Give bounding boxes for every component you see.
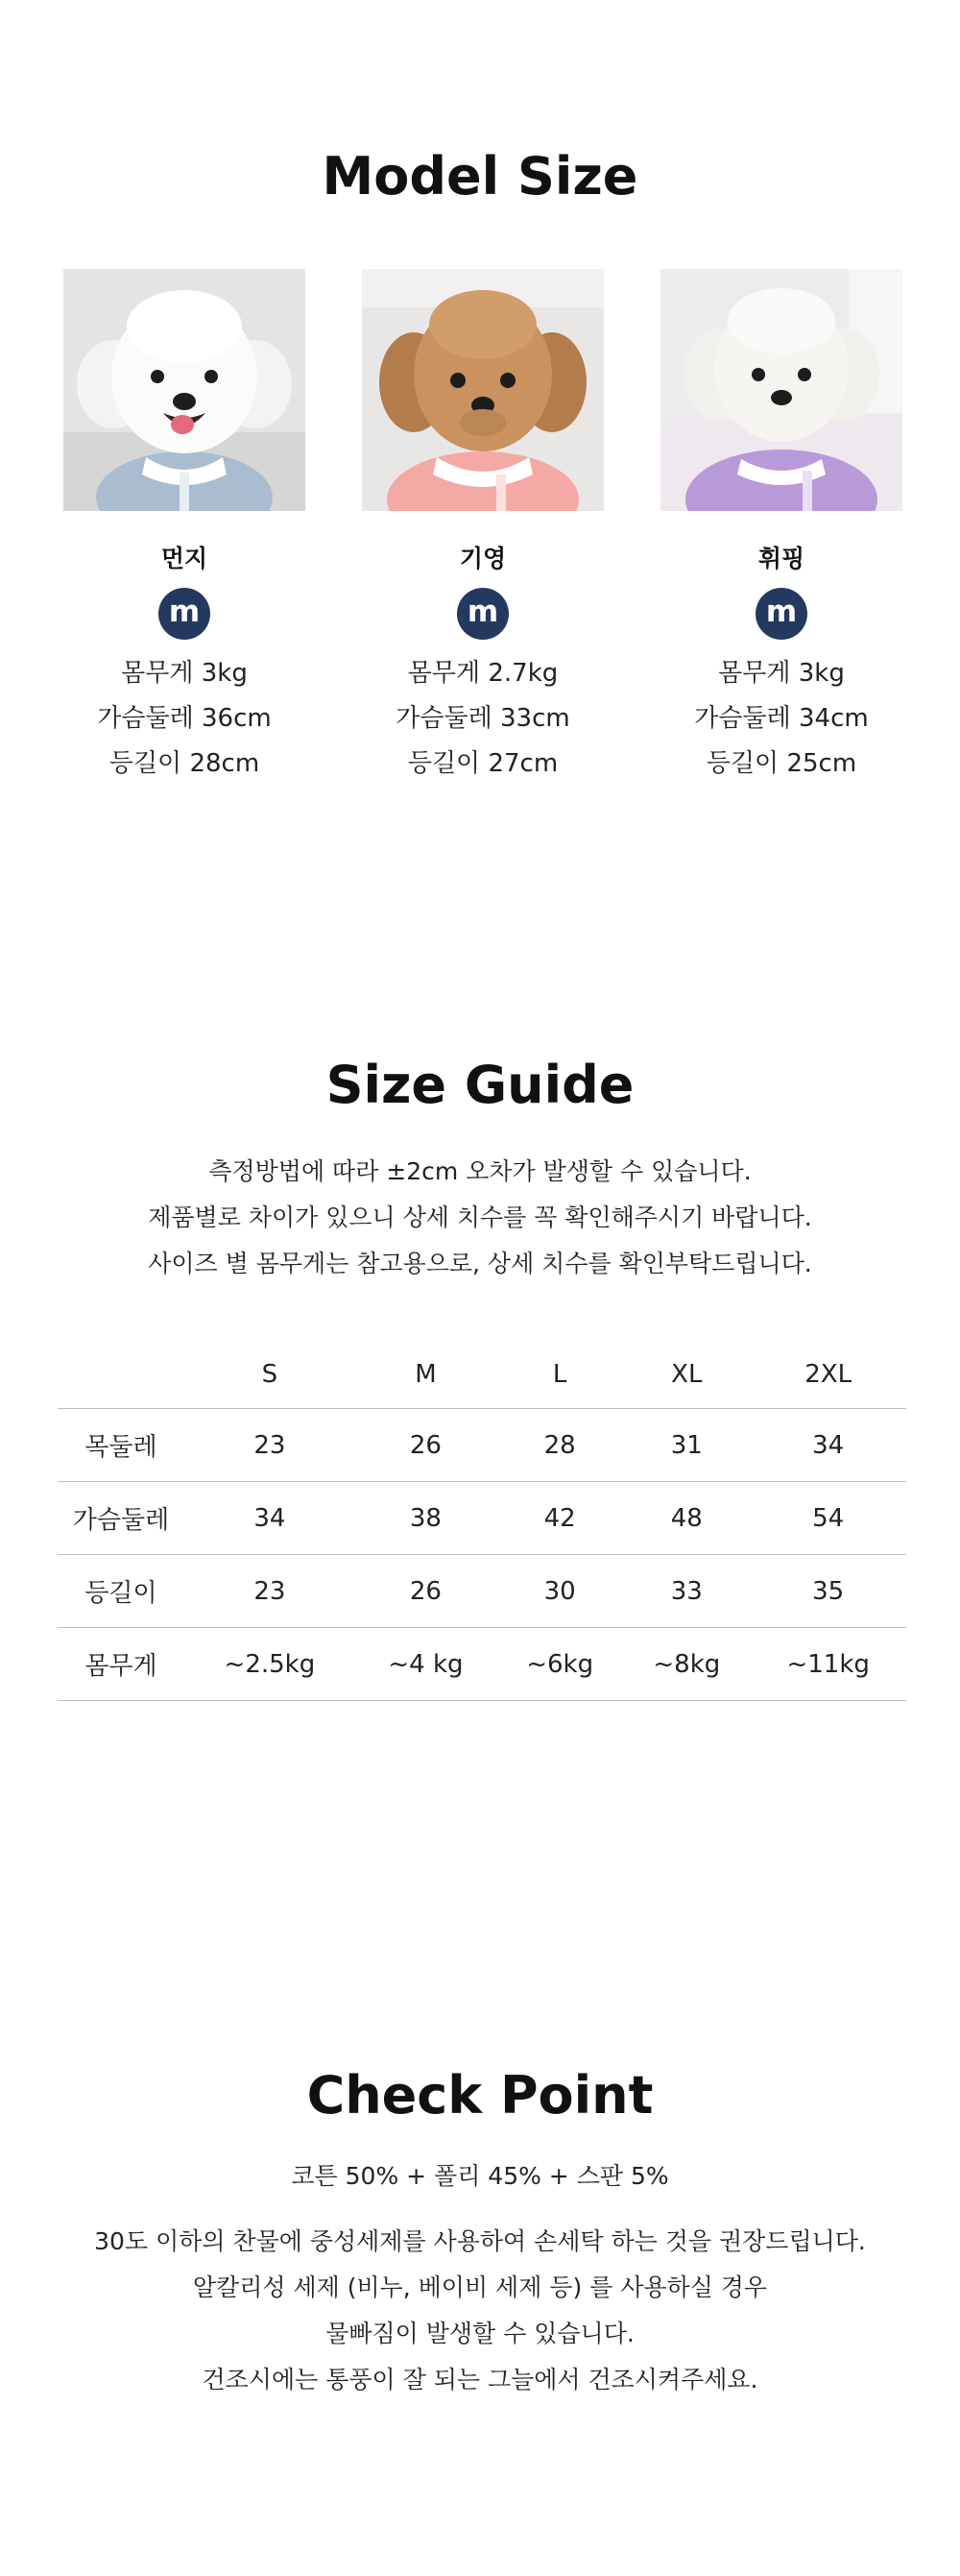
header-size: S — [184, 1341, 355, 1409]
size-badge-label: m — [168, 595, 201, 629]
table-cell: 26 — [355, 1409, 496, 1482]
table-cell: 28 — [496, 1409, 623, 1482]
table-row — [58, 1555, 906, 1628]
table-row — [58, 1409, 906, 1482]
guide-note: 측정방법에 따라 ±2cm 오차가 발생할 수 있습니다. — [208, 1157, 752, 1185]
table-cell: ~2.5kg — [184, 1628, 355, 1701]
table-cell: 26 — [355, 1555, 496, 1628]
size-guide-notes — [0, 1149, 960, 1287]
size-badge-label: m — [765, 595, 798, 629]
header-size: XL — [623, 1341, 750, 1409]
dog-photo-3 — [660, 269, 902, 511]
guide-note: 사이즈 별 몸무게는 참고용으로, 상세 치수를 확인부탁드립니다. — [148, 1250, 812, 1277]
model-back-length: 등길이 25cm — [706, 749, 857, 778]
table-cell: 34 — [184, 1482, 355, 1555]
model-chest: 가슴둘레 34cm — [694, 704, 869, 733]
header-size: L — [496, 1341, 623, 1409]
size-table-header — [58, 1341, 906, 1409]
model-back-length: 등길이 28cm — [108, 749, 260, 778]
table-cell: 23 — [184, 1409, 355, 1482]
check-point-title: Check Point — [306, 2065, 654, 2126]
model-name: 휘핑 — [757, 545, 805, 572]
table-cell: ~11kg — [750, 1628, 906, 1701]
care-note: 물빠짐이 발생할 수 있습니다. — [325, 2320, 635, 2347]
row-label: 몸무게 — [58, 1628, 184, 1701]
care-note: 30도 이하의 찬물에 중성세제를 사용하여 손세탁 하는 것을 권장드립니다. — [94, 2227, 866, 2255]
table-cell: ~4 kg — [355, 1628, 496, 1701]
model-card — [63, 269, 305, 787]
size-badge — [158, 588, 210, 640]
model-weight: 몸무게 2.7kg — [407, 659, 559, 688]
size-badge — [756, 588, 807, 640]
size-table — [58, 1341, 906, 1701]
model-name: 기영 — [459, 545, 507, 572]
dog-photo-1 — [63, 269, 305, 511]
table-cell: 48 — [623, 1482, 750, 1555]
model-name: 먼지 — [160, 545, 208, 572]
table-cell: 31 — [623, 1409, 750, 1482]
table-cell: 35 — [750, 1555, 906, 1628]
model-photo — [362, 269, 604, 511]
table-cell: 38 — [355, 1482, 496, 1555]
table-cell: 54 — [750, 1482, 906, 1555]
table-cell: 34 — [750, 1409, 906, 1482]
header-size: M — [355, 1341, 496, 1409]
table-row — [58, 1482, 906, 1555]
model-photo — [63, 269, 305, 511]
row-label: 목둘레 — [58, 1409, 184, 1482]
care-note: 알칼리성 세제 (비누, 베이비 세제 등) 를 사용하실 경우 — [192, 2273, 768, 2301]
table-cell: 33 — [623, 1555, 750, 1628]
guide-note: 제품별로 차이가 있으니 상세 치수를 꼭 확인해주시기 바랍니다. — [148, 1203, 812, 1231]
model-weight: 몸무게 3kg — [718, 659, 845, 688]
care-instructions — [0, 2219, 960, 2403]
table-cell: 23 — [184, 1555, 355, 1628]
table-row — [58, 1628, 906, 1701]
header-size: 2XL — [750, 1341, 906, 1409]
model-weight: 몸무게 3kg — [121, 659, 248, 688]
table-cell: ~8kg — [623, 1628, 750, 1701]
model-size-title: Model Size — [322, 146, 638, 207]
care-note: 건조시에는 통풍이 잘 되는 그늘에서 건조시켜주세요. — [202, 2366, 758, 2394]
material-composition: 코튼 50% + 폴리 45% + 스판 5% — [291, 2162, 669, 2190]
header-corner — [58, 1341, 184, 1409]
model-back-length: 등길이 27cm — [407, 749, 559, 778]
model-stats — [660, 651, 902, 787]
table-cell: 42 — [496, 1482, 623, 1555]
model-card — [362, 269, 604, 787]
model-stats — [63, 651, 305, 787]
table-cell: 30 — [496, 1555, 623, 1628]
size-badge — [457, 588, 509, 640]
model-card — [660, 269, 902, 787]
model-chest: 가슴둘레 36cm — [97, 704, 272, 733]
row-label: 가슴둘레 — [58, 1482, 184, 1555]
model-stats — [362, 651, 604, 787]
model-photo — [660, 269, 902, 511]
size-badge-label: m — [467, 595, 499, 629]
dog-photo-2 — [362, 269, 604, 511]
row-label: 등길이 — [58, 1555, 184, 1628]
model-chest: 가슴둘레 33cm — [396, 704, 570, 733]
table-cell: ~6kg — [496, 1628, 623, 1701]
size-guide-title: Size Guide — [325, 1055, 635, 1115]
